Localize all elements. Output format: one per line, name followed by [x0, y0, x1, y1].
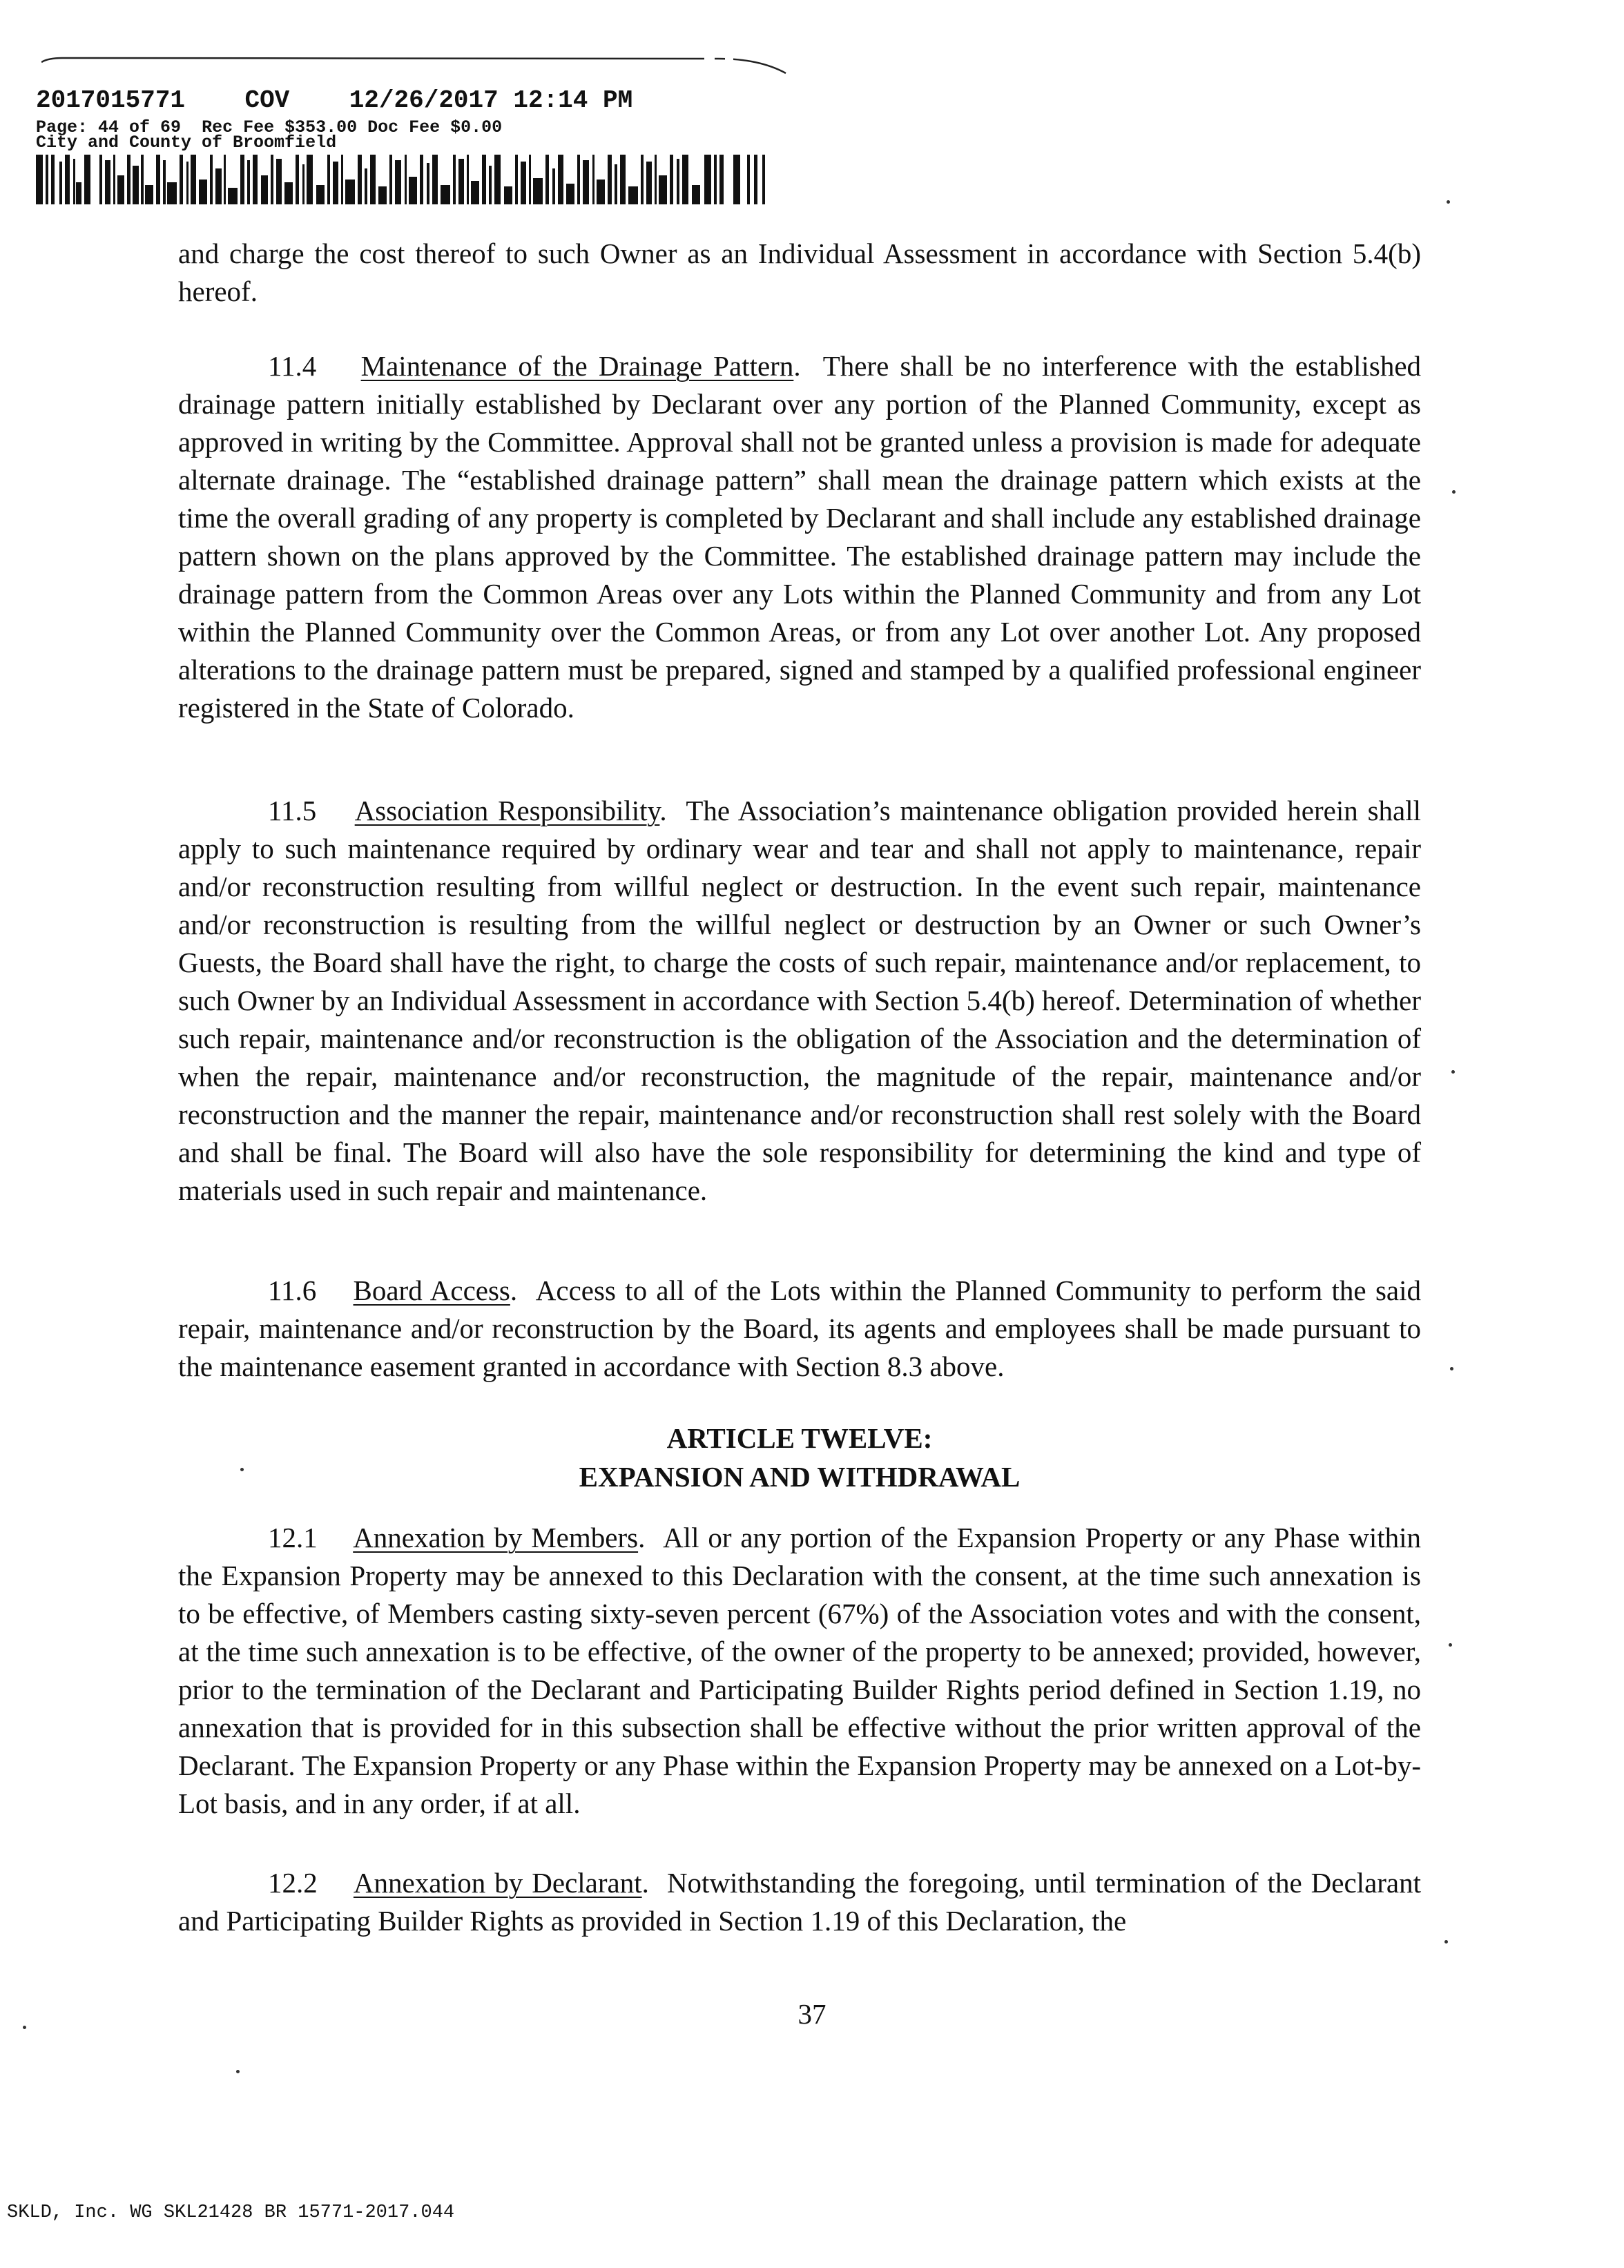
doc-fee: Doc Fee $0.00	[367, 117, 503, 137]
article-heading-line-2: EXPANSION AND WITHDRAWAL	[579, 1461, 1021, 1493]
page-number: 37	[798, 1998, 826, 2030]
continuation-paragraph: and charge the cost thereof to such Owner as an Individual Assessment in accordance with Section 5.4(b) hereof.	[178, 238, 1421, 307]
section-number: 12.1	[268, 1522, 318, 1553]
footer-reference: SKLD, Inc. WG SKL21428 BR 15771-2017.044	[7, 2202, 455, 2223]
doc-type: COV	[244, 86, 290, 115]
section-body: The Association’s maintenance obligation provided herein shall apply to such maintenance required by ordinary wear and tear and shall not apply to maintenance, repair and/or reconstruction resulting from willful neglect or destruction. In the event such repair, maintenance and/or reconstruction is resulting from the willful neglect or destruction by an Owner or such Owner’s Guests, the Board shall have the right, to charge the costs of such repair, maintenance and/or replacement, to such Owner by an Individual Assessment in accordance with Section 5.4(b) hereof. Determination of whether such repair, maintenance and/or reconstruction is the obligation of the Association and the determination of when the repair, maintenance and/or reconstruction, the magnitude of the repair, maintenance and/or reconstruction and the manner the repair, maintenance and/or reconstruction shall rest solely with the Board and shall be final. The Board will also have the sole responsibility for determining the kind and type of materials used in such repair and maintenance.	[178, 795, 1422, 1206]
stamp-line-1	[36, 88, 632, 113]
section-title: Association Responsibility	[354, 795, 660, 826]
section-number: 11.4	[268, 350, 317, 382]
rec-fee: Rec Fee $353.00	[202, 117, 358, 137]
scan-speck	[1449, 1643, 1452, 1647]
stamp-line-3: City and County of Broomfield	[36, 133, 337, 153]
section-number: 11.5	[268, 795, 317, 826]
scan-speck	[240, 1468, 244, 1471]
section-title: Board Access	[353, 1274, 510, 1306]
section-body: There shall be no interference with the established drainage pattern initially established by Declarant over any portion of the Planned Community, except as approved in writing by the Committee. Approval shall not be granted unless a provision is made for adequate alternate drainage. The “established drainage pattern” shall mean the drainage pattern which exists at the time the overall grading of any property is completed by Declarant and shall include any established drainage pattern shown on the plans approved by the Committee. The established drainage pattern may include the drainage pattern from the Common Areas over any Lots within the Planned Community and from any Lot within the Planned Community over the Common Areas, or from any Lot over another Lot. Any proposed alterations to the drainage pattern must be prepared, signed and stamped by a qualified professional engineer registered in the State of Colorado.	[178, 350, 1422, 724]
section-title: Maintenance of the Drainage Pattern	[360, 350, 794, 382]
section-12-1: 12.1 Annexation by Members. All or any portion of the Expansion Property or any Phase within the Expansion Property may be annexed to this Declaration with the consent, at the time such annexation is to be effective, of Members casting sixty-seven percent (67%) of the Association votes and with the consent, at the time such annexation is to be effective, of the owner of the property to be annexed; provided, however, prior to the termination of the Declarant and Participating Builder Rights period defined in Section 1.19, no annexation that is provided for in this subsection shall be effective without the prior written approval of the Declarant. The Expansion Property or any Phase within the Expansion Property may be annexed on a Lot-by-Lot basis, and in any order, if at all.	[178, 1522, 1422, 1819]
article-heading-line-1: ARTICLE TWELVE:	[666, 1422, 933, 1454]
recorded-date: 12/26/2017	[349, 86, 499, 115]
article-heading	[178, 1419, 1421, 1496]
recording-stamp	[36, 55, 830, 207]
section-number: 12.2	[268, 1867, 318, 1899]
barcode	[36, 155, 789, 204]
stamp-top-rule	[41, 57, 787, 75]
scan-speck	[1447, 200, 1450, 204]
scan-speck	[236, 2070, 240, 2073]
section-title: Annexation by Declarant	[353, 1867, 642, 1899]
scan-speck	[23, 2026, 26, 2029]
section-11-4: 11.4 Maintenance of the Drainage Pattern. There shall be no interference with the established drainage pattern initially established by Declarant over any portion of the Planned Community, except as approved in writing by the Committee. Approval shall not be granted unless a provision is made for adequate alternate drainage. The “established drainage pattern” shall mean the drainage pattern which exists at the time the overall grading of any property is completed by Declarant and shall include any established drainage pattern shown on the plans approved by the Committee. The established drainage pattern may include the drainage pattern from the Common Areas over any Lots within the Planned Community and from any Lot within the Planned Community over the Common Areas, or from any Lot over another Lot. Any proposed alterations to the drainage pattern must be prepared, signed and stamped by a qualified professional engineer registered in the State of Colorado.	[178, 350, 1422, 724]
page-info: Page: 44 of 69	[36, 117, 182, 137]
scan-speck	[1451, 1070, 1455, 1074]
section-number: 11.6	[268, 1274, 317, 1306]
section-12-2: 12.2 Annexation by Declarant. Notwithstanding the foregoing, until termination of the Declarant and Participating Builder Rights as provided in Section 1.19 of this Declaration, the	[178, 1867, 1422, 1937]
section-11-6: 11.6 Board Access. Access to all of the Lots within the Planned Community to perform the said repair, maintenance and/or reconstruction by the Board, its agents and employees shall be made pursuant to the maintenance easement granted in accordance with Section 8.3 above.	[178, 1274, 1421, 1382]
scan-speck	[1444, 1940, 1448, 1944]
reception-number: 2017015771	[36, 86, 186, 115]
section-body: Access to all of the Lots within the Planned Community to perform the said repair, maintenance and/or reconstruction by the Board, its agents and employees shall be made pursuant to the maintenance easement granted in accordance with Section 8.3 above.	[178, 1274, 1421, 1382]
section-body: Notwithstanding the foregoing, until termination of the Declarant and Participating Builder Rights as provided in Section 1.19 of this Declaration, the	[178, 1867, 1422, 1937]
section-title: Annexation by Members	[353, 1522, 639, 1553]
section-body: All or any portion of the Expansion Property or any Phase within the Expansion Property may be annexed to this Declaration with the consent, at the time such annexation is to be effective, of Members casting sixty-seven percent (67%) of the Association votes and with the consent, at the time such annexation is to be effective, of the owner of the property to be annexed; provided, however, prior to the termination of the Declarant and Participating Builder Rights period defined in Section 1.19, no annexation that is provided for in this subsection shall be effective without the prior written approval of the Declarant. The Expansion Property or any Phase within the Expansion Property may be annexed on a Lot-by-Lot basis, and in any order, if at all.	[178, 1522, 1422, 1819]
scan-speck	[1450, 1367, 1453, 1370]
recorded-time: 12:14 PM	[513, 86, 633, 115]
section-11-5: 11.5 Association Responsibility. The Association’s maintenance obligation provided herein shall apply to such maintenance required by ordinary wear and tear and shall not apply to maintenance, repair and/or reconstruction resulting from willful neglect or destruction. In the event such repair, maintenance and/or reconstruction is resulting from the willful neglect or destruction by an Owner or such Owner’s Guests, the Board shall have the right, to charge the costs of such repair, maintenance and/or replacement, to such Owner by an Individual Assessment in accordance with Section 5.4(b) hereof. Determination of whether such repair, maintenance and/or reconstruction is the obligation of the Association and the determination of when the repair, maintenance and/or reconstruction, the magnitude of the repair, maintenance and/or reconstruction and the manner the repair, maintenance and/or reconstruction shall rest solely with the Board and shall be final. The Board will also have the sole responsibility for determining the kind and type of materials used in such repair and maintenance.	[178, 795, 1422, 1206]
scan-speck	[1452, 490, 1456, 494]
